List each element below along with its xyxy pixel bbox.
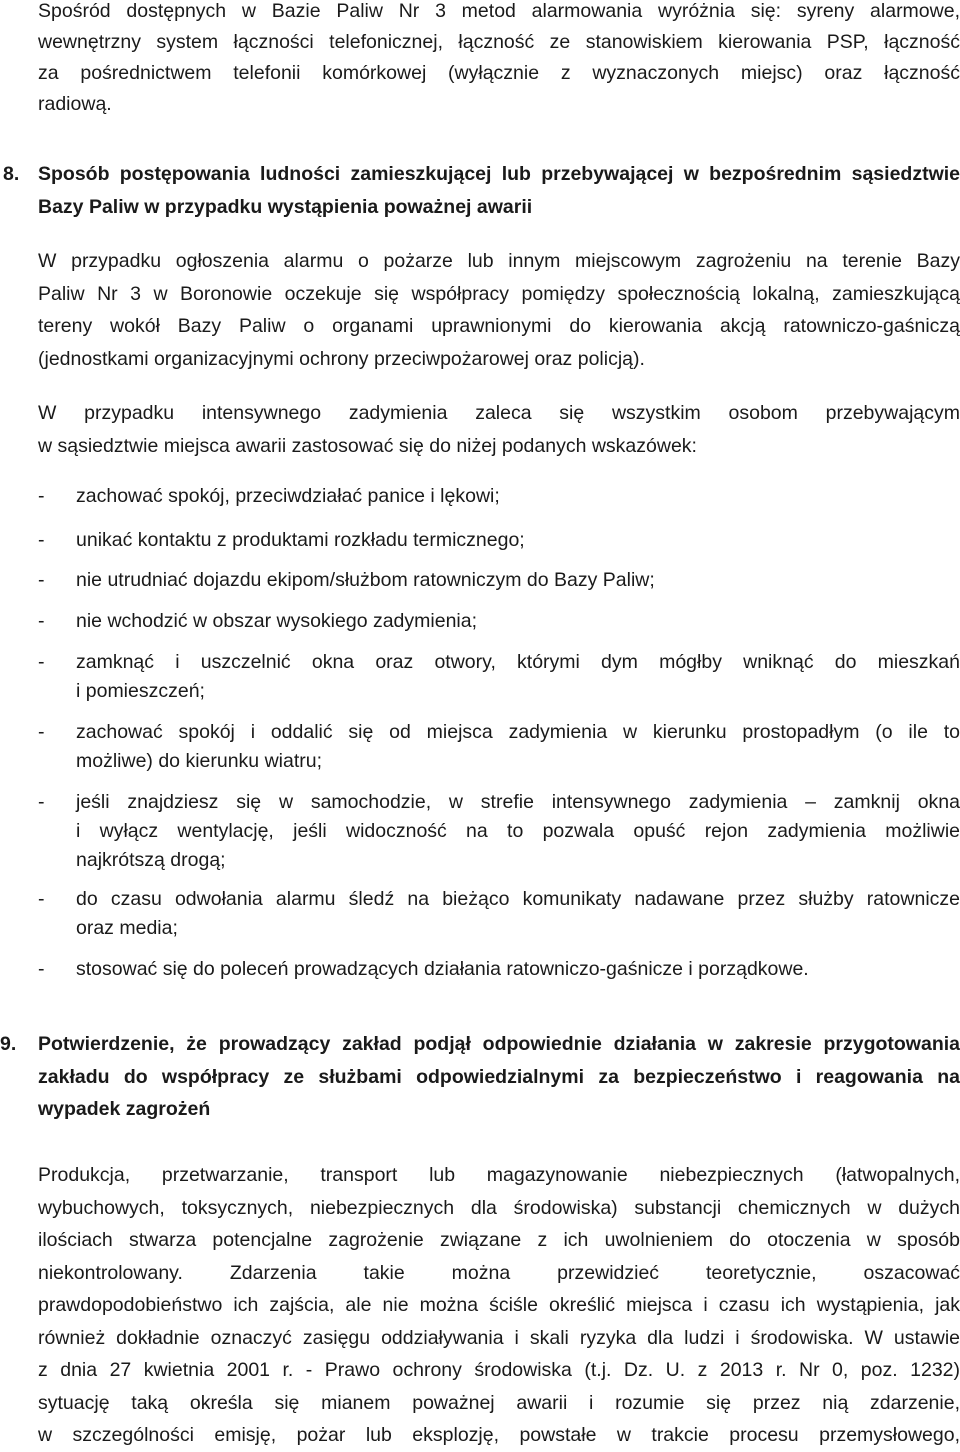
- intro-paragraph: [38, 0, 960, 120]
- list-dash: -: [38, 569, 45, 591]
- text-line: również dokładnie oznaczyć zasięgu oddziaływania i skali ryzyka dla ludzi i środowiska. W ustawie: [38, 1326, 960, 1349]
- list-item-text: zamknąć i uszczelnić okna oraz otwory, którymi dym mógłby wniknąć do mieszkań: [76, 651, 960, 673]
- text-line: prawdopodobieństwo ich zajścia, ale nie można ściśle określić miejsca i czasu ich wystąpienia, jak: [38, 1294, 960, 1316]
- list-item: [38, 526, 960, 555]
- list-item-text: najkrótszą drogą;: [76, 849, 226, 871]
- text-line: W przypadku ogłoszenia alarmu o pożarze lub innym miejscowym zagrożeniu na terenie Bazy: [38, 250, 960, 272]
- section-number: 8.: [3, 163, 20, 185]
- section-9-heading: [0, 1028, 960, 1126]
- list-dash: -: [38, 958, 45, 980]
- list-dash: -: [38, 721, 45, 743]
- text-line: Produkcja, przetwarzanie, transport lub magazynowanie niebezpiecznych (łatwopalnych,: [38, 1164, 960, 1186]
- list-dash: -: [38, 610, 45, 632]
- section-number: 9.: [0, 1033, 17, 1055]
- heading-line: Potwierdzenie, że prowadzący zakład podjął odpowiednie działania w zakresie przygotowania: [38, 1033, 960, 1055]
- list-item-text: możliwe) do kierunku wiatru;: [76, 750, 323, 772]
- list-dash: -: [38, 651, 45, 673]
- list-item-text: unikać kontaktu z produktami rozkładu termicznego;: [76, 529, 525, 551]
- section-9-paragraph: [38, 1159, 960, 1452]
- section-heading: [38, 158, 960, 223]
- text-line: radiową.: [38, 93, 112, 115]
- text-line: sytuację taką określa się mianem poważnej awarii i rozumie się przez nią zdarzenie,: [38, 1391, 960, 1414]
- heading-line: Sposób postępowania ludności zamieszkującej lub przebywającej w bezpośrednim sąsiedztwie: [38, 163, 960, 185]
- text-line: W przypadku intensywnego zadymienia zaleca się wszystkim osobom przebywającym: [38, 402, 960, 424]
- text-line: wybuchowych, toksycznych, niebezpiecznych dla środowiska) substancji chemicznych w dużych: [38, 1196, 960, 1219]
- list-item-text: i wyłącz wentylację, jeśli widoczność na to pozwala opuść rejon zadymienia możliwie: [76, 820, 960, 842]
- list-item-text: do czasu odwołania alarmu śledź na bieżąco komunikaty nadawane przez służby ratownicze: [76, 888, 960, 910]
- text-line: Paliw Nr 3 w Boronowie oczekuje się współpracy pomiędzy społecznością lokalną, zamieszkującą: [38, 282, 960, 305]
- list-dash: -: [38, 529, 45, 551]
- list-item-text: zachować spokój, przeciwdziałać panice i lękowi;: [76, 485, 500, 507]
- text-line: w sąsiedztwie miejsca awarii zastosować się do niżej podanych wskazówek:: [38, 434, 697, 457]
- text-line: tereny wokół Bazy Paliw o organami uprawnionymi do kierowania akcją ratowniczo-gaśniczą: [38, 315, 960, 337]
- section-heading: [38, 1028, 960, 1126]
- section-8-paragraph-2: [38, 397, 960, 462]
- list-item-text: nie utrudniać dojazdu ekipom/służbom ratowniczym do Bazy Paliw;: [76, 569, 655, 591]
- text-line: za pośrednictwem telefonii komórkowej (wyłącznie z wyznaczonych miejsc) oraz łączność: [38, 62, 960, 84]
- list-item: [38, 482, 960, 511]
- list-item: [38, 607, 960, 636]
- list-item: [38, 648, 960, 706]
- text-line: ilościach stwarza potencjalne zagrożenie związane z ich uwolnieniem do otoczenia w sposób: [38, 1229, 960, 1251]
- list-item: [38, 955, 960, 984]
- section-8-paragraph-1: [38, 245, 960, 375]
- text-line: (jednostkami organizacyjnymi ochrony przeciwpożarowej oraz policją).: [38, 347, 645, 370]
- list-item: [38, 566, 960, 595]
- text-line: z dnia 27 kwietnia 2001 r. - Prawo ochrony środowiska (t.j. Dz. U. z 2013 r. Nr 0, poz. 1232): [38, 1359, 960, 1381]
- heading-line: zakładu do współpracy ze służbami odpowiedzialnymi za bezpieczeństwo i reagowania na: [38, 1065, 960, 1088]
- list-dash: -: [38, 485, 45, 507]
- text-line: niekontrolowany. Zdarzenia takie można przewidzieć teoretycznie, oszacować: [38, 1261, 960, 1284]
- list-item-text: i pomieszczeń;: [76, 680, 205, 702]
- list-item-text: jeśli znajdziesz się w samochodzie, w strefie intensywnego zadymienia – zamknij okna: [76, 791, 960, 813]
- list-dash: -: [38, 888, 45, 910]
- text-line: Spośród dostępnych w Bazie Paliw Nr 3 metod alarmowania wyróżnia się: syreny alarmowe,: [38, 0, 960, 22]
- list-item-text: nie wchodzić w obszar wysokiego zadymienia;: [76, 610, 478, 632]
- list-item: [38, 885, 960, 943]
- list-item-text: zachować spokój i oddalić się od miejsca zadymienia w kierunku prostopadłym (o ile to: [76, 721, 960, 743]
- list-item-text: oraz media;: [76, 917, 178, 939]
- list-item-text: stosować się do poleceń prowadzących działania ratowniczo-gaśnicze i porządkowe.: [76, 958, 809, 980]
- text-line: wewnętrzny system łączności telefonicznej, łączność ze stanowiskiem kierowania PSP, łączność: [38, 31, 960, 53]
- list-dash: -: [38, 791, 45, 813]
- heading-line: wypadek zagrożeń: [38, 1098, 211, 1120]
- heading-line: Bazy Paliw w przypadku wystąpienia poważnej awarii: [38, 195, 533, 218]
- section-8-heading: [0, 158, 960, 223]
- list-item: [38, 788, 960, 875]
- text-line: w szczególności emisję, pożar lub eksplozję, powstałe w trakcie procesu przemysłowego,: [38, 1424, 960, 1446]
- list-item: [38, 718, 960, 776]
